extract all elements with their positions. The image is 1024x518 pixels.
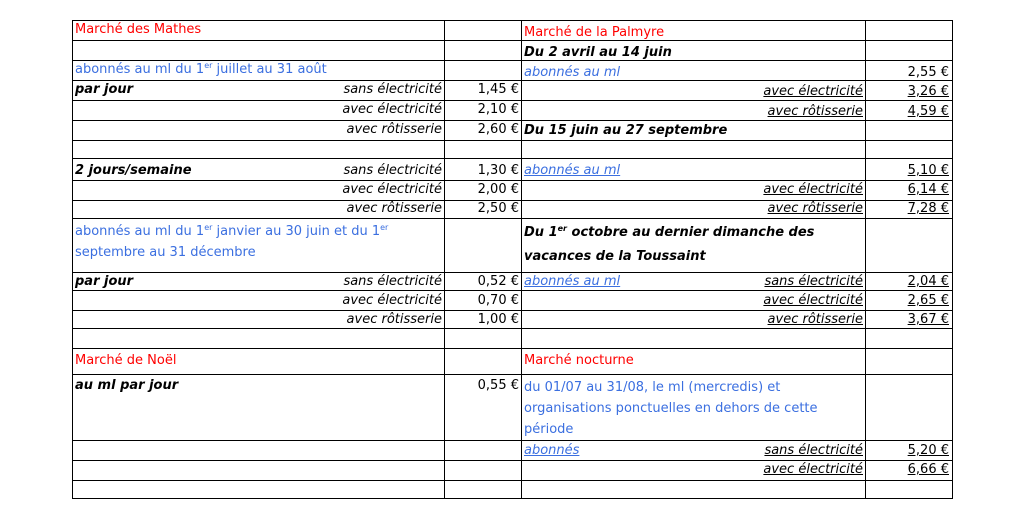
price-cell: 6,14 € xyxy=(907,182,949,197)
label-avec-rotisserie: avec rôtisserie xyxy=(346,122,442,137)
text-part: vacances de la Toussaint xyxy=(524,249,706,264)
price-cell: 0,70 € xyxy=(477,293,519,308)
section-title-palmyre: Marché de la Palmyre xyxy=(524,25,665,40)
text-part: du 01/07 au 31/08, le ml (mercredis) et xyxy=(524,380,781,395)
nocturne-description xyxy=(524,377,818,440)
price-cell: 2,00 € xyxy=(477,182,519,197)
row-divider xyxy=(72,140,953,141)
row-divider xyxy=(72,440,953,441)
text-part: période xyxy=(524,422,574,437)
label-subscribers-ml: abonnés au ml xyxy=(524,65,621,80)
column-divider xyxy=(521,20,522,499)
ordinal-suffix: er xyxy=(380,223,389,232)
label-sans-electricite: sans électricité xyxy=(343,274,442,289)
table-border-left xyxy=(72,20,73,499)
table-border-bottom xyxy=(72,498,953,499)
price-cell: 0,55 € xyxy=(477,378,519,393)
label-avec-electricite: avec électricité xyxy=(342,293,442,308)
price-cell: 1,30 € xyxy=(477,163,519,178)
price-cell: 4,59 € xyxy=(907,104,949,119)
price-cell: 6,66 € xyxy=(907,462,949,477)
row-divider xyxy=(72,40,953,41)
label-avec-electricite: avec électricité xyxy=(342,102,442,117)
label-avec-electricite: avec électricité xyxy=(763,182,863,197)
label-avec-rotisserie: avec rôtisserie xyxy=(767,104,863,119)
price-cell: 2,55 € xyxy=(907,65,949,80)
price-cell: 0,52 € xyxy=(477,274,519,289)
price-cell: 2,60 € xyxy=(477,122,519,137)
price-cell: 3,26 € xyxy=(907,84,949,99)
ordinal-suffix: er xyxy=(204,61,213,70)
subscribers-period-summer xyxy=(75,61,327,79)
price-cell: 2,04 € xyxy=(907,274,949,289)
ordinal-suffix: er xyxy=(204,223,213,232)
label-avec-electricite: avec électricité xyxy=(763,462,863,477)
text-part: Du 1 xyxy=(524,225,558,240)
row-divider xyxy=(72,480,953,481)
row-divider xyxy=(72,374,953,375)
price-cell: 1,45 € xyxy=(477,82,519,97)
row-divider xyxy=(72,158,953,159)
price-table xyxy=(72,20,953,499)
label-sans-electricite: sans électricité xyxy=(343,82,442,97)
label-avec-rotisserie: avec rôtisserie xyxy=(346,201,442,216)
label-avec-rotisserie: avec rôtisserie xyxy=(346,312,442,327)
table-border-right xyxy=(952,20,953,499)
price-cell: 3,67 € xyxy=(907,312,949,327)
label-sans-electricite: sans électricité xyxy=(343,163,442,178)
row-divider xyxy=(72,348,953,349)
row-divider xyxy=(72,20,953,21)
label-sans-electricite: sans électricité xyxy=(764,443,863,458)
section-title-nocturne: Marché nocturne xyxy=(524,353,634,368)
text-part: organisations ponctuelles en dehors de cette xyxy=(524,401,818,416)
label-avec-rotisserie: avec rôtisserie xyxy=(767,312,863,327)
text-part: septembre au 31 décembre xyxy=(75,245,256,260)
label-per-ml-per-day: au ml par jour xyxy=(75,378,179,393)
label-subscribers-ml: abonnés au ml xyxy=(524,274,621,289)
text-part: abonnés au ml du 1 xyxy=(75,62,205,77)
label-avec-electricite: avec électricité xyxy=(342,182,442,197)
label-two-days-week: 2 jours/semaine xyxy=(75,163,192,178)
price-cell: 1,00 € xyxy=(477,312,519,327)
price-cell: 7,28 € xyxy=(907,201,949,216)
text-part: abonnés au ml du 1 xyxy=(75,224,205,239)
price-cell: 2,10 € xyxy=(477,102,519,117)
text-part: juillet au 31 août xyxy=(212,62,327,77)
text-part: janvier au 30 juin et du 1 xyxy=(212,224,381,239)
text-part: octobre au dernier dimanche des xyxy=(567,225,815,240)
label-per-day: par jour xyxy=(75,274,134,289)
price-cell: 5,20 € xyxy=(907,443,949,458)
subscribers-period-rest xyxy=(75,221,388,263)
label-subscribers-ml: abonnés au ml xyxy=(524,163,621,178)
price-cell: 5,10 € xyxy=(907,163,949,178)
label-subscribers: abonnés xyxy=(524,443,580,458)
label-avec-electricite: avec électricité xyxy=(763,293,863,308)
label-avec-rotisserie: avec rôtisserie xyxy=(767,201,863,216)
row-divider xyxy=(72,218,953,219)
period-label xyxy=(524,221,814,269)
period-label: Du 2 avril au 14 juin xyxy=(524,45,672,60)
label-avec-electricite: avec électricité xyxy=(763,84,863,99)
period-label: Du 15 juin au 27 septembre xyxy=(524,123,728,138)
price-cell: 2,65 € xyxy=(907,293,949,308)
section-title-mathes: Marché des Mathes xyxy=(75,22,202,37)
label-sans-electricite: sans électricité xyxy=(764,274,863,289)
label-per-day: par jour xyxy=(75,82,134,97)
section-title-noel: Marché de Noël xyxy=(75,353,177,368)
price-cell: 2,50 € xyxy=(477,201,519,216)
ordinal-suffix: er xyxy=(557,224,567,233)
